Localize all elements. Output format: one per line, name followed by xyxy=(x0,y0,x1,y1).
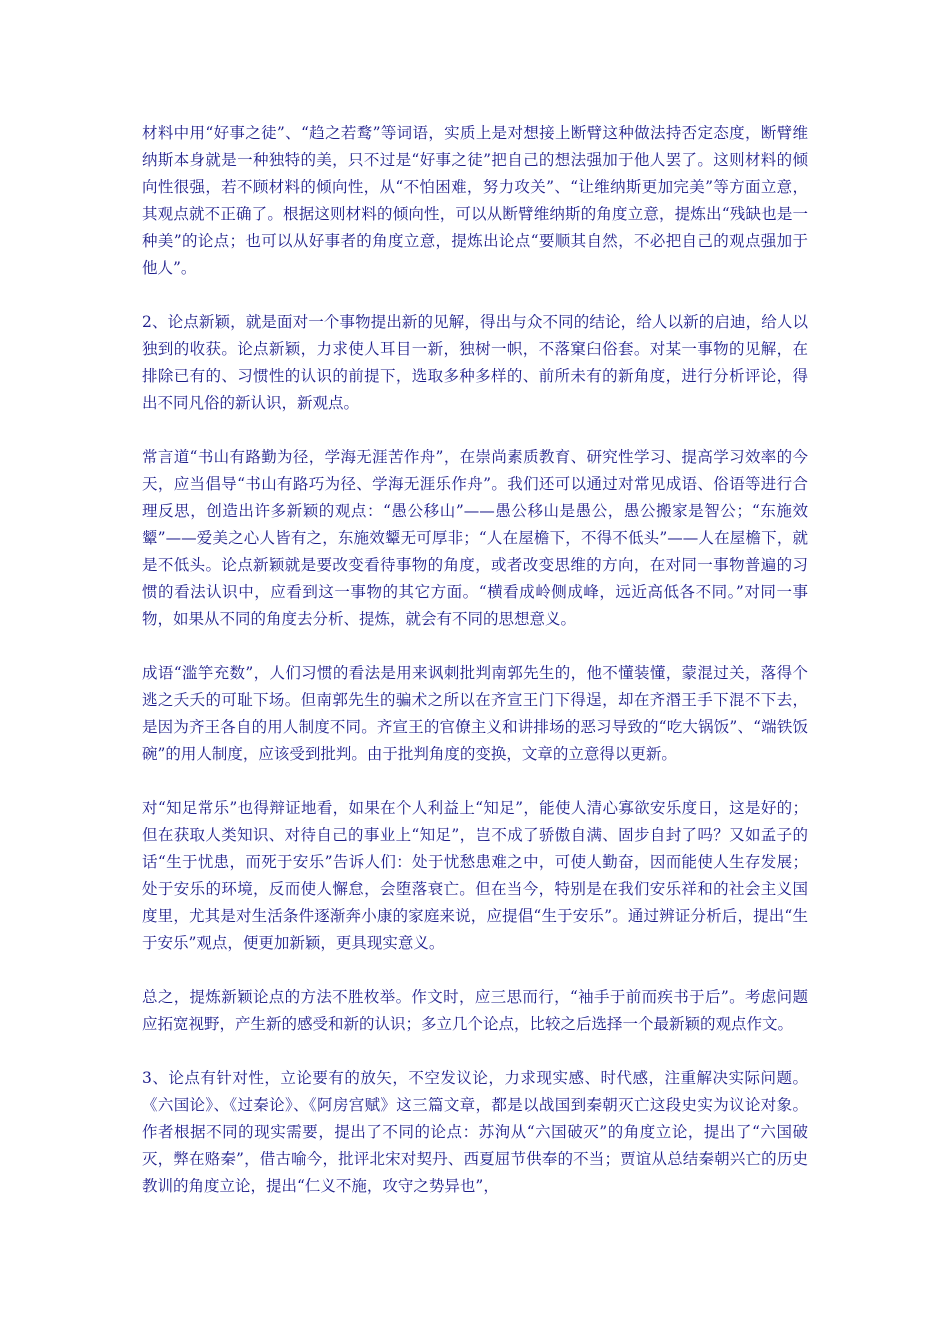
paragraph-novel-argument: 2、论点新颖，就是面对一个事物提出新的见解，得出与众不同的结论，给人以新的启迪，给人以独到的收获。论点新颖，力求使人耳目一新，独树一帜，不落窠臼俗套。对某一事物的见解，在排除已有的、习惯性的认识的前提下，选取多种多样的、前所未有的新角度，进行分析评论，得出不同凡俗的新认识，新观点。 xyxy=(142,313,808,412)
paragraph-targeted-argument: 3、论点有针对性，立论要有的放矢，不空发议论，力求现实感、时代感，注重解决实际问题。《六国论》、《过秦论》、《阿房宫赋》这三篇文章，都是以战国到秦朝灭亡这段史实为议论对象。作者根据不同的现实需要，提出了不同的论点：苏洵从“六国破灭”的角度立论，提出了“六国破灭，弊在赂秦”，借古喻今，批评北宋对契丹、西夏屈节供奉的不当；贾谊从总结秦朝兴亡的历史教训的角度立论，提出“仁义不施，攻守之势异也”， xyxy=(142,1069,808,1195)
paragraph-contentment-example: 对“知足常乐”也得辩证地看，如果在个人利益上“知足”，能使人清心寡欲安乐度日，这是好的；但在获取人类知识、对待自己的事业上“知足”，岂不成了骄傲自满、固步自封了吗？又如孟子的话“生于忧患，而死于安乐”告诉人们：处于忧愁患难之中，可使人勤奋，因而能使人生存发展；处于安乐的环境，反而使人懈怠，会堕落衰亡。但在当今，特别是在我们安乐祥和的社会主义国度里，尤其是对生活条件逐渐奔小康的家庭来说，应提倡“生于安乐”。通过辨证分析后，提出“生于安乐”观点，便更加新颖，更具现实意义。 xyxy=(142,799,808,952)
paragraph-summary: 总之，提炼新颖论点的方法不胜枚举。作文时，应三思而行，“袖手于前而疾书于后”。考虑问题应拓宽视野，产生新的感受和新的认识；多立几个论点，比较之后选择一个最新颖的观点作文。 xyxy=(142,988,808,1033)
document-body xyxy=(142,120,808,1227)
paragraph-nanguo-example: 成语“滥竽充数”，人们习惯的看法是用来讽刺批判南郭先生的，他不懂装懂，蒙混过关，落得个逃之夭夭的可耻下场。但南郭先生的骗术之所以在齐宣王门下得逞，却在齐湣王手下混不下去，是因为齐王各自的用人制度不同。齐宣王的官僚主义和讲排场的恶习导致的“吃大锅饭”、“端铁饭碗”的用人制度，应该受到批判。由于批判角度的变换，文章的立意得以更新。 xyxy=(142,664,808,763)
paragraph-proverb-examples: 常言道“书山有路勤为径，学海无涯苦作舟”，在崇尚素质教育、研究性学习、提高学习效率的今天，应当倡导“书山有路巧为径、学海无涯乐作舟”。我们还可以通过对常见成语、俗语等进行合理反思，创造出许多新颖的观点：“愚公移山”——愚公移山是愚公，愚公搬家是智公；“东施效颦”——爱美之心人皆有之，东施效颦无可厚非；“人在屋檐下，不得不低头”——人在屋檐下，就是不低头。论点新颖就是要改变看待事物的角度，或者改变思维的方向，在对同一事物普遍的习惯的看法认识中，应看到这一事物的其它方面。“横看成岭侧成峰，远近高低各不同。”对同一事物，如果从不同的角度去分析、提炼，就会有不同的思想意义。 xyxy=(142,448,808,628)
paragraph-material-analysis: 材料中用“好事之徒”、“趋之若鹜”等词语，实质上是对想接上断臂这种做法持否定态度，断臂维纳斯本身就是一种独特的美，只不过是“好事之徒”把自己的想法强加于他人罢了。这则材料的倾向性很强，若不顾材料的倾向性，从“不怕困难，努力攻关”、“让维纳斯更加完美”等方面立意，其观点就不正确了。根据这则材料的倾向性，可以从断臂维纳斯的角度立意，提炼出“残缺也是一种美”的论点；也可以从好事者的角度立意，提炼出论点“要顺其自然，不必把自己的观点强加于他人”。 xyxy=(142,124,808,277)
